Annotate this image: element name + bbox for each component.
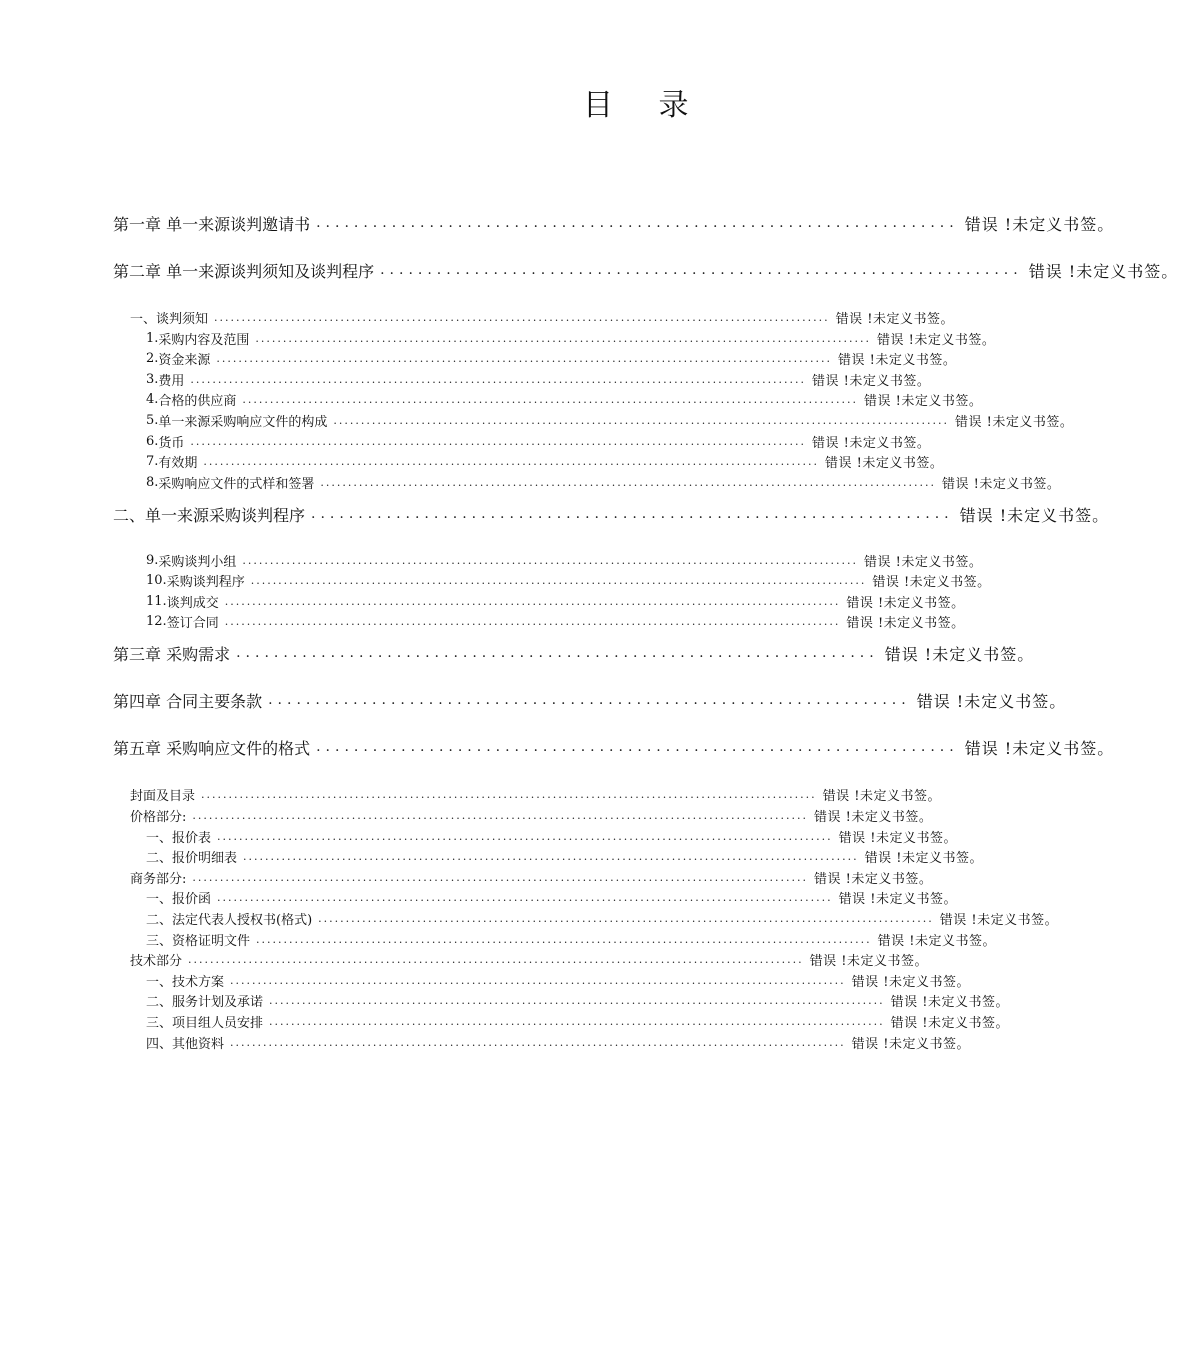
toc-leader-dots: ................................................................................................................ [217,890,833,904]
toc-entry-number: 7. [146,453,159,469]
toc-entry-label: 第二章 单一来源谈判须知及谈判程序 [113,261,375,281]
toc-entry-label: 四、其他资料 [146,1036,225,1052]
toc-entry-page: 错误 !未定义书签。 [846,595,965,611]
toc-entry-page: 错误 !未定义书签。 [964,214,1115,234]
toc-entry-label: 三、项目组人员安排 [146,1015,264,1031]
toc-entry-label: 价格部分: [130,809,187,825]
toc-entry-label: 封面及目录 [130,788,196,804]
toc-leader-dots: ................................................................................................................ [333,413,950,427]
toc-entry-label: 第四章 合同主要条款 [113,691,263,711]
toc-entry-label: 签订合同 [166,615,219,631]
toc-leader-dots: ................................................................................................................ [243,849,859,863]
toc-entry-item[interactable] [146,347,957,369]
toc-entry-item[interactable] [146,368,931,390]
toc-leader-dots: ................................................................................................................ [190,434,807,448]
toc-entry-label: 二、报价明细表 [146,850,238,866]
toc-entry-label: 一、报价表 [146,830,212,846]
toc-entry-item[interactable] [146,845,983,867]
toc-entry-page: 错误 !未定义书签。 [838,830,957,846]
toc-entry-number: 11. [146,593,167,609]
toc-entry-item[interactable] [146,569,991,591]
toc-entry-item[interactable] [146,430,931,452]
toc-entry-item[interactable] [146,825,957,847]
toc-entry-number: 5. [146,412,159,428]
toc-leader-dots: .................................................................... [380,262,1023,278]
toc-entry-label: 一、谈判须知 [130,311,209,327]
toc-entry-label: 二、法定代表人授权书(格式) [146,912,313,928]
toc-entry-label: 资金来源 [158,352,211,368]
toc-entry-item[interactable] [146,886,957,908]
toc-entry-chapter-2[interactable] [113,259,1178,281]
toc-entry-page: 错误 !未定义书签。 [851,1036,970,1052]
toc-entry-label: 第三章 采购需求 [113,644,231,664]
toc-entry-page: 错误 !未定义书签。 [964,738,1115,758]
toc-entry-number: 3. [146,371,159,387]
toc-entry-label: 货币 [158,435,185,451]
toc-entry-page: 错误 !未定义书签。 [835,311,954,327]
toc-entry-number: 12. [146,613,167,629]
toc-leader-dots: ................................................................................................................ [216,351,833,365]
toc-entry-page: 错误 !未定义书签。 [846,615,965,631]
toc-entry-page: 错误 !未定义书签。 [812,373,931,389]
toc-entry-chapter-3[interactable] [113,642,1035,664]
toc-leader-dots: ................................................................................................................ [256,932,872,946]
toc-leader-dots: .................................................................... [316,215,959,231]
toc-leader-dots: ................................................................................................................ [214,310,830,324]
toc-leader-dots: ................................................................................................................ [318,911,934,925]
toc-leader-dots: ................................................................................................................ [269,1014,885,1028]
toc-entry-number: 6. [146,433,159,449]
toc-entry-item[interactable] [146,327,996,349]
toc-entry-section[interactable] [130,783,941,805]
toc-leader-dots: ................................................................................................................ [230,1035,846,1049]
toc-entry-page: 错误 !未定义书签。 [877,933,996,949]
toc-entry-item[interactable] [146,590,965,612]
toc-entry-page: 错误 !未定义书签。 [864,850,983,866]
toc-entry-page: 错误 !未定义书签。 [939,912,1059,928]
toc-entry-label: 合格的供应商 [158,393,237,409]
toc-entry-item[interactable] [146,969,970,991]
toc-leader-dots: ................................................................................................................ [269,993,885,1007]
toc-entry-page: 错误 !未定义书签。 [822,788,941,804]
toc-entry-label: 二、单一来源采购谈判程序 [113,505,306,525]
toc-entry-section[interactable] [130,306,954,328]
toc-entry-page: 错误 !未定义书签。 [959,505,1110,525]
toc-entry-page: 错误 !未定义书签。 [890,1015,1009,1031]
toc-entry-label: 费用 [158,373,185,389]
toc-leader-dots: ................................................................................................................ [217,829,833,843]
toc-entry-label: 商务部分: [130,871,187,887]
toc-leader-dots: ................................................................................................................ [230,973,846,987]
toc-entry-section[interactable] [130,804,933,826]
toc-leader-dots: ................................................................................................................ [203,454,820,468]
toc-entry-label: 技术部分 [130,953,183,969]
page-title: 目 录 [583,88,707,123]
toc-entry-page: 错误 !未定义书签。 [872,574,991,590]
toc-entry-chapter-4[interactable] [113,689,1067,711]
toc-leader-dots: ................................................................................................................ [201,787,817,801]
toc-entry-item[interactable] [146,1010,1009,1032]
toc-entry-page: 错误 !未定义书签。 [916,691,1067,711]
toc-entry-page: 错误 !未定义书签。 [955,414,1074,430]
toc-entry-label: 三、资格证明文件 [146,933,251,949]
toc-entry-number: 4. [146,391,159,407]
toc-entry-label: 采购谈判小组 [158,554,237,570]
toc-entry-number: 1. [146,330,159,346]
toc-leader-dots: ................................................................................................................ [192,808,809,822]
toc-entry-item[interactable] [146,1031,970,1053]
toc-entry-number: 8. [146,474,159,490]
toc-entry-label: 有效期 [158,455,198,471]
toc-entry-section[interactable] [130,866,933,888]
toc-entry-page: 错误 !未定义书签。 [812,435,931,451]
toc-entry-label: 采购谈判程序 [166,574,245,590]
toc-entry-page: 错误 !未定义书签。 [825,455,944,471]
toc-entry-number: 10. [146,572,167,588]
toc-entry-item[interactable] [146,450,944,472]
toc-leader-dots: .................................................................... [236,645,879,661]
toc-leader-dots: ................................................................................................................ [190,372,807,386]
toc-entry-item[interactable] [146,409,1074,431]
toc-leader-dots: .................................................................... [268,692,911,708]
toc-entry-label: 二、服务计划及承诺 [146,994,264,1010]
toc-leader-dots: ................................................................................................................ [192,870,809,884]
toc-leader-dots: .................................................................... [311,506,954,522]
toc-entry-page: 错误 !未定义书签。 [838,352,957,368]
toc-entry-number: 9. [146,552,159,568]
toc-entry-label: 采购内容及范围 [158,332,250,348]
toc-entry-section-2[interactable] [113,503,1110,525]
toc-entry-page: 错误 !未定义书签。 [884,644,1035,664]
toc-leader-dots: ................................................................................................................ [242,392,859,406]
toc-entry-label: 谈判成交 [166,595,219,611]
toc-entry-item[interactable] [146,471,1061,493]
toc-entry-label: 单一来源采购响应文件的构成 [158,414,328,430]
toc-entry-label: 采购响应文件的式样和签署 [158,476,315,492]
toc-entry-page: 错误 !未定义书签。 [877,332,996,348]
toc-entry-page: 错误 !未定义书签。 [864,393,983,409]
toc-entry-item[interactable] [146,928,996,950]
toc-entry-chapter-5[interactable] [113,736,1115,758]
toc-entry-label: 第一章 单一来源谈判邀请书 [113,214,311,234]
toc-entry-chapter-1[interactable] [113,212,1115,234]
toc-entry-item[interactable] [146,549,983,571]
toc-leader-dots: ................................................................................................................ [250,573,867,587]
toc-leader-dots: ................................................................................................................ [242,553,859,567]
toc-entry-page: 错误 !未定义书签。 [809,953,928,969]
toc-entry-item[interactable] [146,907,1059,929]
toc-entry-page: 错误 !未定义书签。 [851,974,970,990]
toc-leader-dots: ................................................................................................................ [255,331,872,345]
toc-entry-label: 一、报价函 [146,891,212,907]
toc-entry-page: 错误 !未定义书签。 [814,809,933,825]
toc-entry-page: 错误 !未定义书签。 [942,476,1061,492]
toc-entry-item[interactable] [146,610,965,632]
toc-entry-page: 错误 !未定义书签。 [1028,261,1178,281]
toc-entry-page: 错误 !未定义书签。 [864,554,983,570]
toc-leader-dots: ................................................................................................................ [224,594,841,608]
toc-leader-dots: ................................................................................................................ [224,614,841,628]
toc-entry-label: 一、技术方案 [146,974,225,990]
toc-entry-page: 错误 !未定义书签。 [890,994,1009,1010]
toc-entry-page: 错误 !未定义书签。 [838,891,957,907]
toc-entry-label: 第五章 采购响应文件的格式 [113,738,311,758]
toc-leader-dots: ................................................................................................................ [320,475,937,489]
toc-leader-dots: ................................................................................................................ [188,952,804,966]
toc-entry-item[interactable] [146,989,1009,1011]
toc-leader-dots: .................................................................... [316,739,959,755]
toc-entry-item[interactable] [146,388,983,410]
toc-entry-section[interactable] [130,948,928,970]
toc-entry-page: 错误 !未定义书签。 [814,871,933,887]
toc-entry-number: 2. [146,350,159,366]
